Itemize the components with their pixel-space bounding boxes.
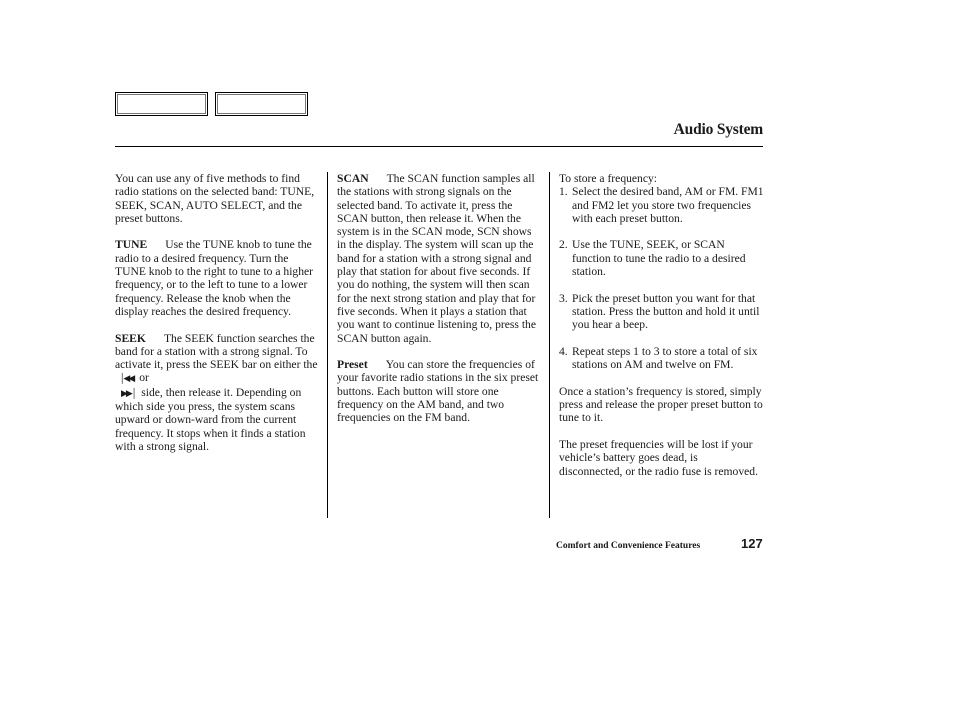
list-item: 2. Use the TUNE, SEEK, or SCAN function to tune the radio to a desired station.: [559, 238, 746, 279]
scan-text: The SCAN function samples all the stations with strong signals on the selected band. To activate it, press the SCAN button, then release it. When the system is in the SCAN mode, SCN shows in the display. The system will scan up the band for a station with a strong signal and play that station for about five seconds. If you do nothing, the system will then scan for the next strong station and play that for five seconds. When it plays a station that you want to continue listening to, press the SCAN button again.: [337, 172, 536, 345]
preset-heading: Preset: [337, 358, 368, 372]
preset-text: You can store the frequencies of your favorite radio stations in the six preset buttons. Each button will store one frequency on the AM band, and two frequencies on the FM band.: [337, 358, 539, 425]
lost-paragraph: The preset frequencies will be lost if your vehicle’s battery goes dead, is disconnected, or the radio fuse is removed.: [559, 437, 758, 478]
scan-heading: SCAN: [337, 172, 369, 185]
seek-heading: SEEK: [115, 331, 146, 345]
header-rule: [115, 146, 763, 147]
scan-paragraph: [337, 172, 542, 345]
nav-previous-button[interactable]: [115, 92, 208, 116]
seek-text-2: side, then release it. Depending on which side you press, the system scans upward or down-ward from the current frequency. It stops when it finds a station with a strong signal.: [115, 385, 306, 453]
store-intro: To store a frequency:: [559, 172, 658, 185]
column-divider-2: [549, 172, 550, 518]
intro-paragraph: You can use any of five methods to find radio stations on the selected band: TUNE, SEEK, SCAN, AUTO SELECT, and the preset buttons.: [115, 172, 315, 225]
column-2: [337, 172, 542, 438]
tune-text: Use the TUNE knob to tune the radio to a desired frequency. Turn the TUNE knob to the right to tune to a higher frequency, or to the left to tune to a lower frequency. Release the knob when the display reaches the desired frequency.: [115, 238, 314, 318]
column-3: [559, 172, 764, 491]
tune-heading: TUNE: [115, 238, 148, 252]
store-steps-list: [559, 185, 764, 371]
page-title: Audio System: [673, 121, 763, 138]
nav-next-button[interactable]: [215, 92, 308, 116]
seek-or: or: [139, 371, 149, 385]
page-number: 127: [741, 536, 763, 551]
tune-paragraph: [115, 238, 321, 318]
list-item: 4. Repeat steps 1 to 3 to store a total of six stations on AM and twelve on FM.: [559, 344, 758, 372]
list-item: 1. Select the desired band, AM or FM. FM1 and FM2 let you store two frequencies with each preset button.: [559, 185, 764, 225]
skip-back-icon: │◀◀: [119, 373, 134, 384]
list-item: 3. Pick the preset button you want for that station. Press the button and hold it until you hear a beep.: [559, 291, 760, 332]
footer-section-label: Comfort and Convenience Features: [556, 541, 701, 551]
column-1: [115, 172, 321, 467]
seek-text-1: The SEEK function searches the band for a station with a strong signal. To activate it, press the SEEK bar on either the: [115, 331, 318, 372]
seek-paragraph: [115, 332, 321, 454]
skip-forward-icon: ▶▶│: [121, 387, 136, 398]
column-divider-1: [327, 172, 328, 518]
stored-paragraph: Once a station’s frequency is stored, simply press and release the proper preset button to tune to it.: [559, 384, 763, 425]
preset-paragraph: [337, 358, 542, 424]
